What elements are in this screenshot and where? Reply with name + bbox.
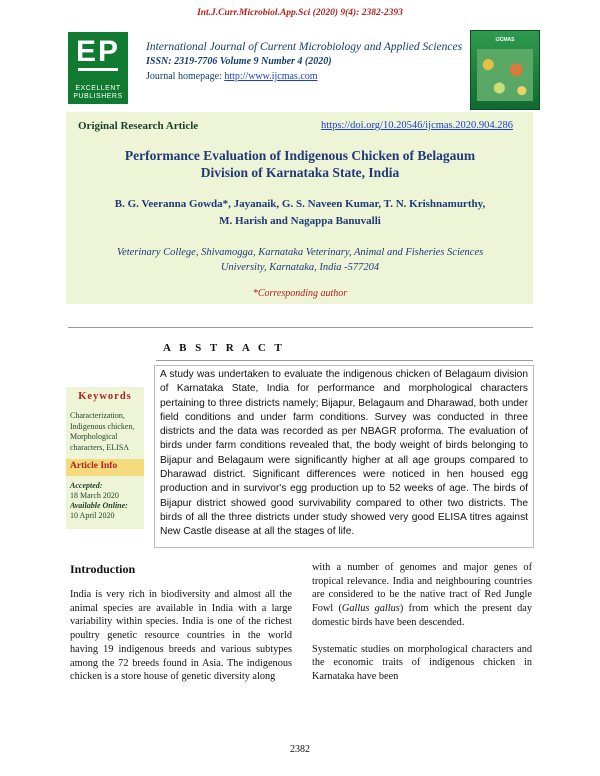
logo-publisher-name: EXCELLENT PUBLISHERS (73, 85, 123, 100)
journal-homepage (146, 71, 318, 82)
affiliation-line-1: Veterinary College, Shivamogga, Karnataka Veterinary, Animal and Fisheries Sciences (116, 247, 484, 258)
page-number: 2382 (290, 744, 310, 755)
body-column-right (312, 561, 532, 697)
paragraph: Systematic studies on morphological characters and the economic traits of indigenous chicken in Karnataka have been (312, 643, 532, 682)
divider (68, 327, 533, 328)
divider (156, 360, 533, 361)
homepage-link[interactable]: http://www.ijcmas.com (224, 71, 318, 82)
authors-line-1: B. G. Veeranna Gowda*, Jayanaik, G. S. Naveen Kumar, T. N. Krishnamurthy, (114, 198, 486, 210)
online-date: 10 April 2020 (70, 511, 115, 520)
journal-title: International Journal of Current Microbiology and Applied Sciences (146, 41, 463, 53)
affiliation (80, 245, 520, 275)
homepage-label: Journal homepage: (146, 71, 225, 82)
logo-bar (78, 68, 118, 71)
online-label: Available Online: (70, 501, 128, 510)
paragraph: with a number of genomes and major genes of tropical relevance. India and neighbouring countries are considered to be the native tract of Red Jungle Fowl (Gallus gallus) from which the present day domestic birds have been descended. (312, 562, 532, 628)
affiliation-line-2: University, Karnataka, India -577204 (220, 262, 380, 273)
introduction-heading: Introduction (70, 562, 136, 576)
cover-artwork (477, 49, 533, 101)
article-dates (70, 481, 144, 521)
journal-issn: ISSN: 2319-7706 Volume 9 Number 4 (2020) (146, 56, 332, 67)
title-line-1: Performance Evaluation of Indigenous Chicken of Belagaum (124, 148, 476, 163)
article-info-heading: Article Info (70, 461, 118, 471)
keywords-list: Characterization, Indigenous chicken, Morphological characters, ELISA (70, 411, 135, 452)
keywords-heading: Keywords (78, 391, 132, 402)
article-title (80, 147, 520, 181)
doi-link[interactable]: https://doi.org/10.20546/ijcmas.2020.904.286 (321, 120, 514, 131)
authors (80, 196, 520, 230)
abstract-heading: A B S T R A C T (163, 342, 285, 354)
accepted-date: 18 March 2020 (70, 491, 119, 500)
article-type: Original Research Article (78, 120, 199, 132)
publisher-logo (68, 32, 128, 104)
logo-letters: EP (75, 35, 121, 68)
running-head: Int.J.Curr.Microbiol.App.Sci (2020) 9(4): 2382-2393 (197, 8, 403, 18)
body-column-left: India is very rich in biodiversity and almost all the animal species are available in India with a large variability within species. India is one of the richest poultry genetic resource countries in the world having 19 indigenous breeds and various subtypes among the 72 breeds found in Asia. The indigenous chicken is a store house of genetic diversity along (70, 589, 292, 683)
journal-cover-image (470, 30, 540, 110)
species-name: Gallus gallus (341, 603, 400, 615)
cover-title: IJCMAS (495, 37, 515, 43)
title-line-2: Division of Karnataka State, India (200, 165, 400, 180)
accepted-label: Accepted: (70, 481, 103, 490)
abstract-text: A study was undertaken to evaluate the indigenous chicken of Belagaum division of Karnataka State, India for performance and morphological characters pertaining to three districts namely; Bijapur, Belagaum and Dharawad, both under field conditions and under farm conditions. Survey was conducted in three districts and the data was recorded as per NBAGR proforma. The evaluation of birds under farm conditions revealed that, the body weight of birds belonging to Bijapur and Belagaum were significantly higher at all age groups compared to Dharawad district. Significant differences were noticed in hen housed egg production and in survivor's egg production up to 52 weeks of age. The birds of Bijapur district showed good survivability compared to other two districts. The birds of all the three districts under study showed very good ELISA titres against New Castle disease at all the stages of life. (160, 369, 528, 538)
authors-line-2: M. Harish and Nagappa Banuvalli (219, 215, 381, 227)
corresponding-author: *Corresponding author (252, 288, 348, 299)
